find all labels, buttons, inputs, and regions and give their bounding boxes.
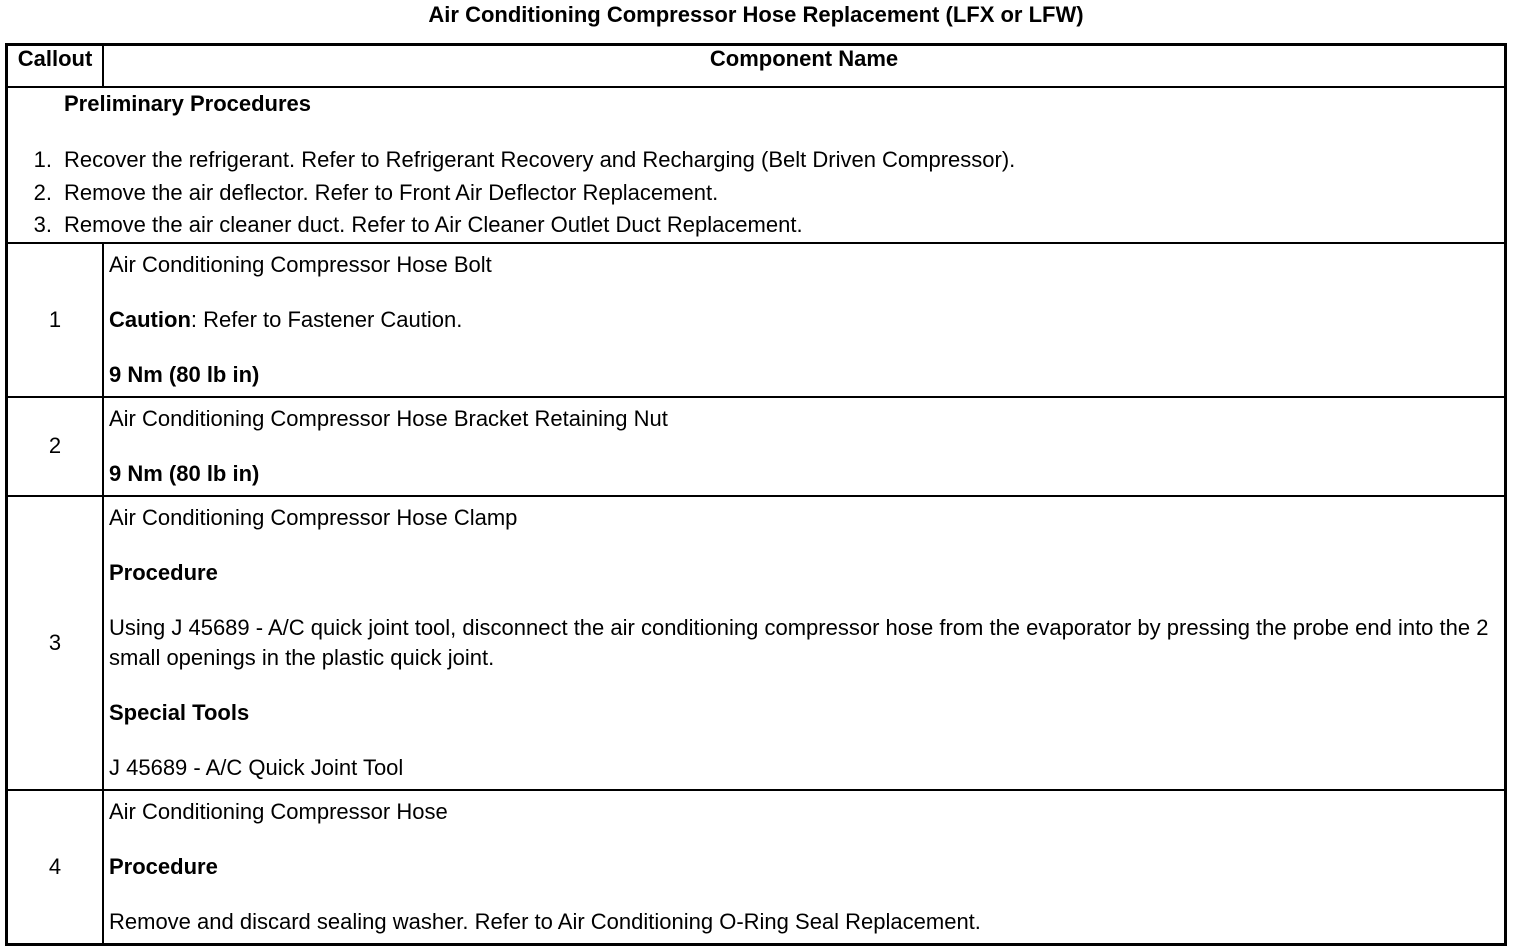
step-text: Remove the air cleaner duct. Refer to Air Cleaner Outlet Duct Replacement. xyxy=(64,212,803,237)
component-cell xyxy=(103,496,1506,790)
step-text: Recover the refrigerant. Refer to Refrigerant Recovery and Recharging (Belt Driven Compressor). xyxy=(64,147,1016,172)
step-number: 2. xyxy=(33,179,52,205)
list-item xyxy=(8,144,1504,177)
component-name: Air Conditioning Compressor Hose xyxy=(109,798,448,824)
caution-text: : Refer to Fastener Caution. xyxy=(190,306,463,332)
page-title: Air Conditioning Compressor Hose Replacement (LFX or LFW) xyxy=(428,2,1084,27)
procedure-label: Procedure xyxy=(109,853,218,879)
list-item xyxy=(8,177,1504,210)
table-row xyxy=(7,496,1506,790)
callout-column-header: Callout xyxy=(7,45,104,88)
torque-spec: 9 Nm (80 lb in) xyxy=(109,460,260,486)
procedure-text: Using J 45689 - A/C quick joint tool, disconnect the air conditioning compressor hose from the evaporator by pressing the probe end into the 2 small openings in the plastic quick joint. xyxy=(109,614,1489,670)
preliminary-row xyxy=(7,87,1506,243)
procedure-text: Remove and discard sealing washer. Refer to Air Conditioning O-Ring Seal Replacement. xyxy=(109,908,981,934)
component-name: Air Conditioning Compressor Hose Clamp xyxy=(109,504,518,530)
special-tools-label: Special Tools xyxy=(109,699,250,725)
callout-number: 4 xyxy=(7,790,104,945)
callout-number: 3 xyxy=(7,496,104,790)
component-cell xyxy=(103,397,1506,496)
caution-note xyxy=(109,305,1498,335)
caution-label: Caution xyxy=(109,306,191,332)
component-table xyxy=(5,43,1507,946)
torque-spec: 9 Nm (80 lb in) xyxy=(109,361,260,387)
preliminary-steps xyxy=(8,144,1504,242)
component-cell xyxy=(103,790,1506,945)
step-text: Remove the air deflector. Refer to Front Air Deflector Replacement. xyxy=(64,179,719,205)
table-row xyxy=(7,397,1506,496)
special-tools-text: J 45689 - A/C Quick Joint Tool xyxy=(109,754,404,780)
table-header-row xyxy=(7,45,1506,88)
callout-number: 1 xyxy=(7,243,104,397)
preliminary-heading: Preliminary Procedures xyxy=(64,91,312,116)
step-number: 1. xyxy=(33,147,52,172)
table-row xyxy=(7,243,1506,397)
step-number: 3. xyxy=(33,212,52,237)
component-name-column-header: Component Name xyxy=(103,45,1506,88)
callout-number: 2 xyxy=(7,397,104,496)
preliminary-procedures xyxy=(7,87,1506,243)
procedure-label: Procedure xyxy=(109,559,218,585)
component-name: Air Conditioning Compressor Hose Bolt xyxy=(109,251,492,277)
table-row xyxy=(7,790,1506,945)
component-name: Air Conditioning Compressor Hose Bracket Retaining Nut xyxy=(109,405,668,431)
list-item xyxy=(8,209,1504,242)
component-cell xyxy=(103,243,1506,397)
